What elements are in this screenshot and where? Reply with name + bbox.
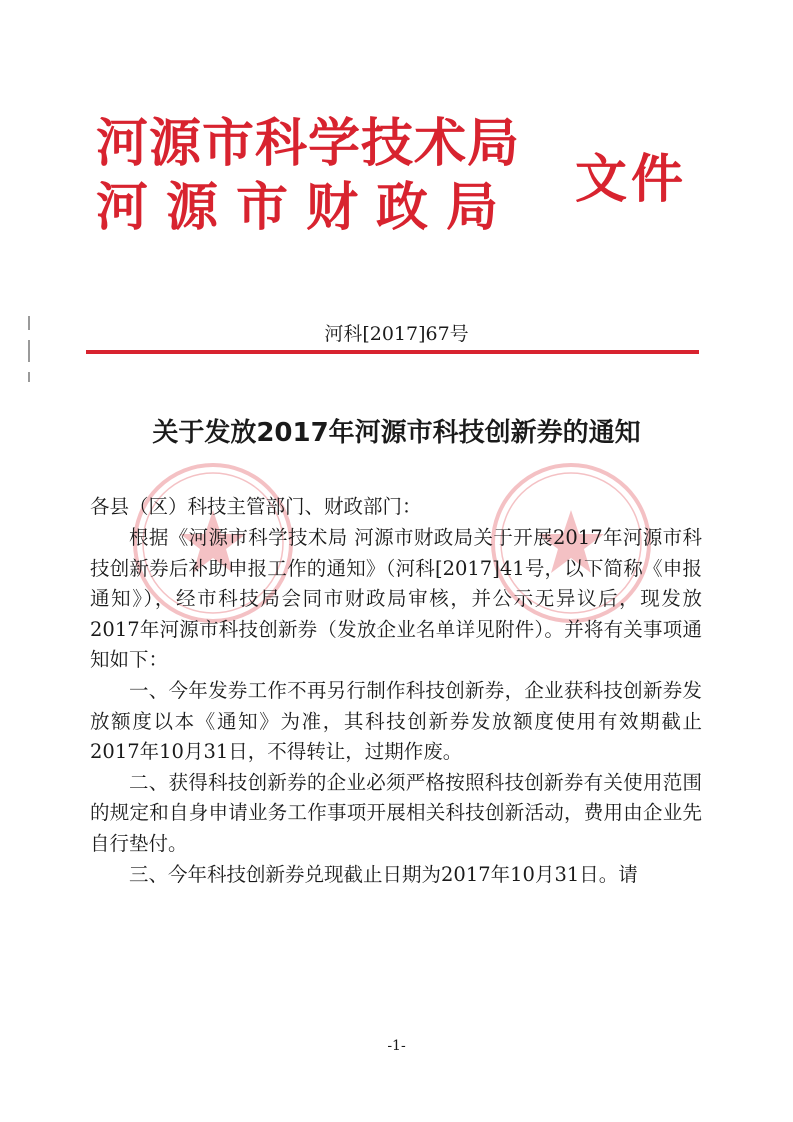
page-number: -1- bbox=[387, 1038, 406, 1054]
addressee: 各县（区）科技主管部门、财政部门： bbox=[90, 495, 422, 518]
body-paragraph: 二、获得科技创新券的企业必须严格按照科技创新券有关使用范围的规定和自身申请业务工作事项开展相关科技创新活动，费用由企业先自行垫付。 bbox=[90, 770, 702, 856]
notice-title: 关于发放2017年河源市科技创新券的通知 bbox=[152, 418, 641, 448]
notice-body bbox=[90, 492, 702, 890]
body-paragraph: 根据《河源市科学技术局 河源市财政局关于开展2017年河源市科技创新券后补助申报工作的通知》（河科[2017]41号，以下简称《申报通知》），经市科技局会同市财政局审核，并公示无异议后，现发放2017年河源市科技创新券（发放企业名单详见附件）。并将有关事项通知如下： bbox=[90, 526, 702, 672]
scan-edge-mark bbox=[28, 372, 30, 382]
header-org-line-1: 河源市科学技术局 bbox=[96, 114, 521, 174]
body-paragraph: 一、今年发券工作不再另行制作科技创新券，企业获科技创新券发放额度以本《通知》为准，其科技创新券发放额度使用有效期截止2017年10月31日，不得转让，过期作废。 bbox=[90, 679, 702, 764]
header-doc-type: 文件 bbox=[575, 150, 688, 210]
document-number: 河科[2017]67号 bbox=[324, 323, 469, 345]
header-org-line-2: 河源市财政局 bbox=[96, 178, 517, 238]
body-paragraph: 三、今年科技创新券兑现截止日期为2017年10月31日。请 bbox=[129, 862, 638, 886]
red-separator-line bbox=[86, 350, 699, 354]
